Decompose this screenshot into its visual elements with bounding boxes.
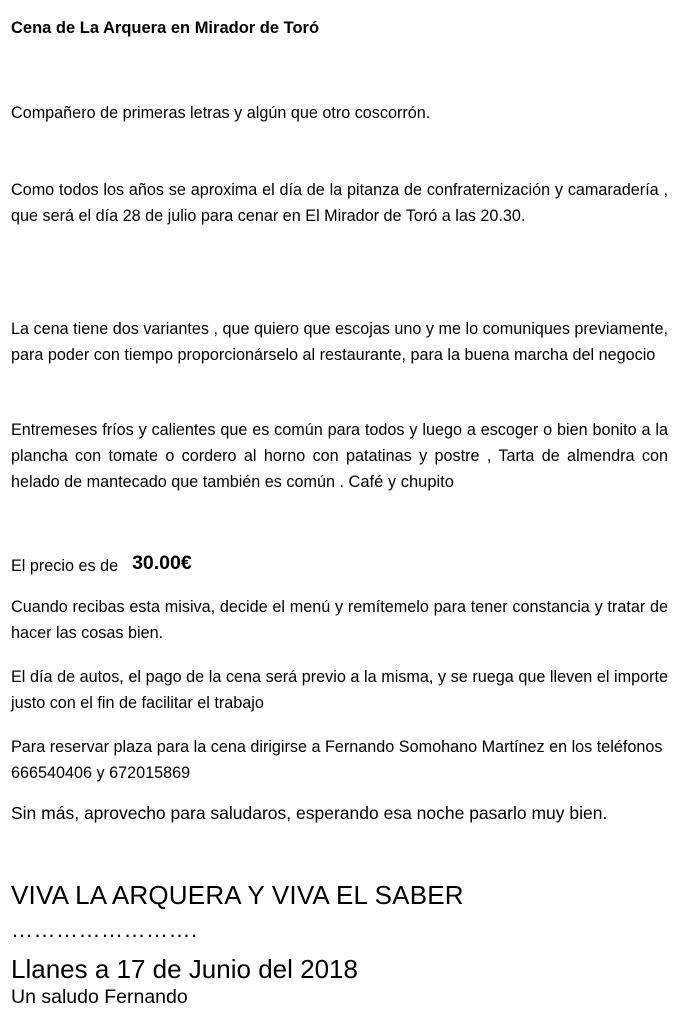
menu-description-text: Entremeses fríos y calientes que es común para todos y luego a escoger o bien bonito a la plancha con tomate o cordero al horno con patatinas y postre , Tarta de almendra con helado de mantecado que también es común .	[11, 421, 668, 491]
greeting-line: Compañero de primeras letras y algún que otro coscorrón.	[11, 104, 431, 122]
price-line	[11, 552, 668, 579]
price-value: 30.00€	[132, 552, 192, 574]
paragraph-menu-variants: La cena tiene dos variantes , que quiero que escojas uno y me lo comuniques previamente, para poder con tiempo proporcionárselo al restaurante, para la buena marcha del negocio	[11, 320, 668, 364]
paragraph-date-announcement: Como todos los años se aproxima el día de la pitanza de confraternización y camaradería , que será el día 28 de julio para cenar en El Mirador de Toró a las 20.30.	[11, 181, 668, 225]
paragraph-choose-menu: Cuando recibas esta misiva, decide el menú y remítemelo para tener constancia y tratar de hacer las cosas bien.	[11, 598, 668, 642]
menu-description-tail: Café y chupito	[348, 473, 454, 491]
price-label: El precio es de	[11, 557, 119, 575]
paragraph-reservation-contact: Para reservar plaza para la cena dirigirse a Fernando Somohano Martínez en los teléfonos 666540406 y 672015869	[11, 738, 663, 782]
document-title: Cena de La Arquera en Mirador de Toró	[11, 19, 320, 37]
dotted-separator: …………………….	[11, 917, 198, 942]
slogan-line: VIVA LA ARQUERA Y VIVA EL SABER	[11, 880, 464, 910]
paragraph-payment: El día de autos, el pago de la cena será previo a la misma, y se ruega que lleven el importe justo con el fin de facilitar el trabajo	[11, 668, 668, 712]
place-date-line: Llanes a 17 de Junio del 2018	[11, 954, 358, 984]
paragraph-menu-description	[11, 417, 668, 495]
signature-line: Un saludo Fernando	[11, 986, 188, 1008]
paragraph-closing: Sin más, aprovecho para saludaros, esperando esa noche pasarlo muy bien.	[11, 803, 608, 823]
